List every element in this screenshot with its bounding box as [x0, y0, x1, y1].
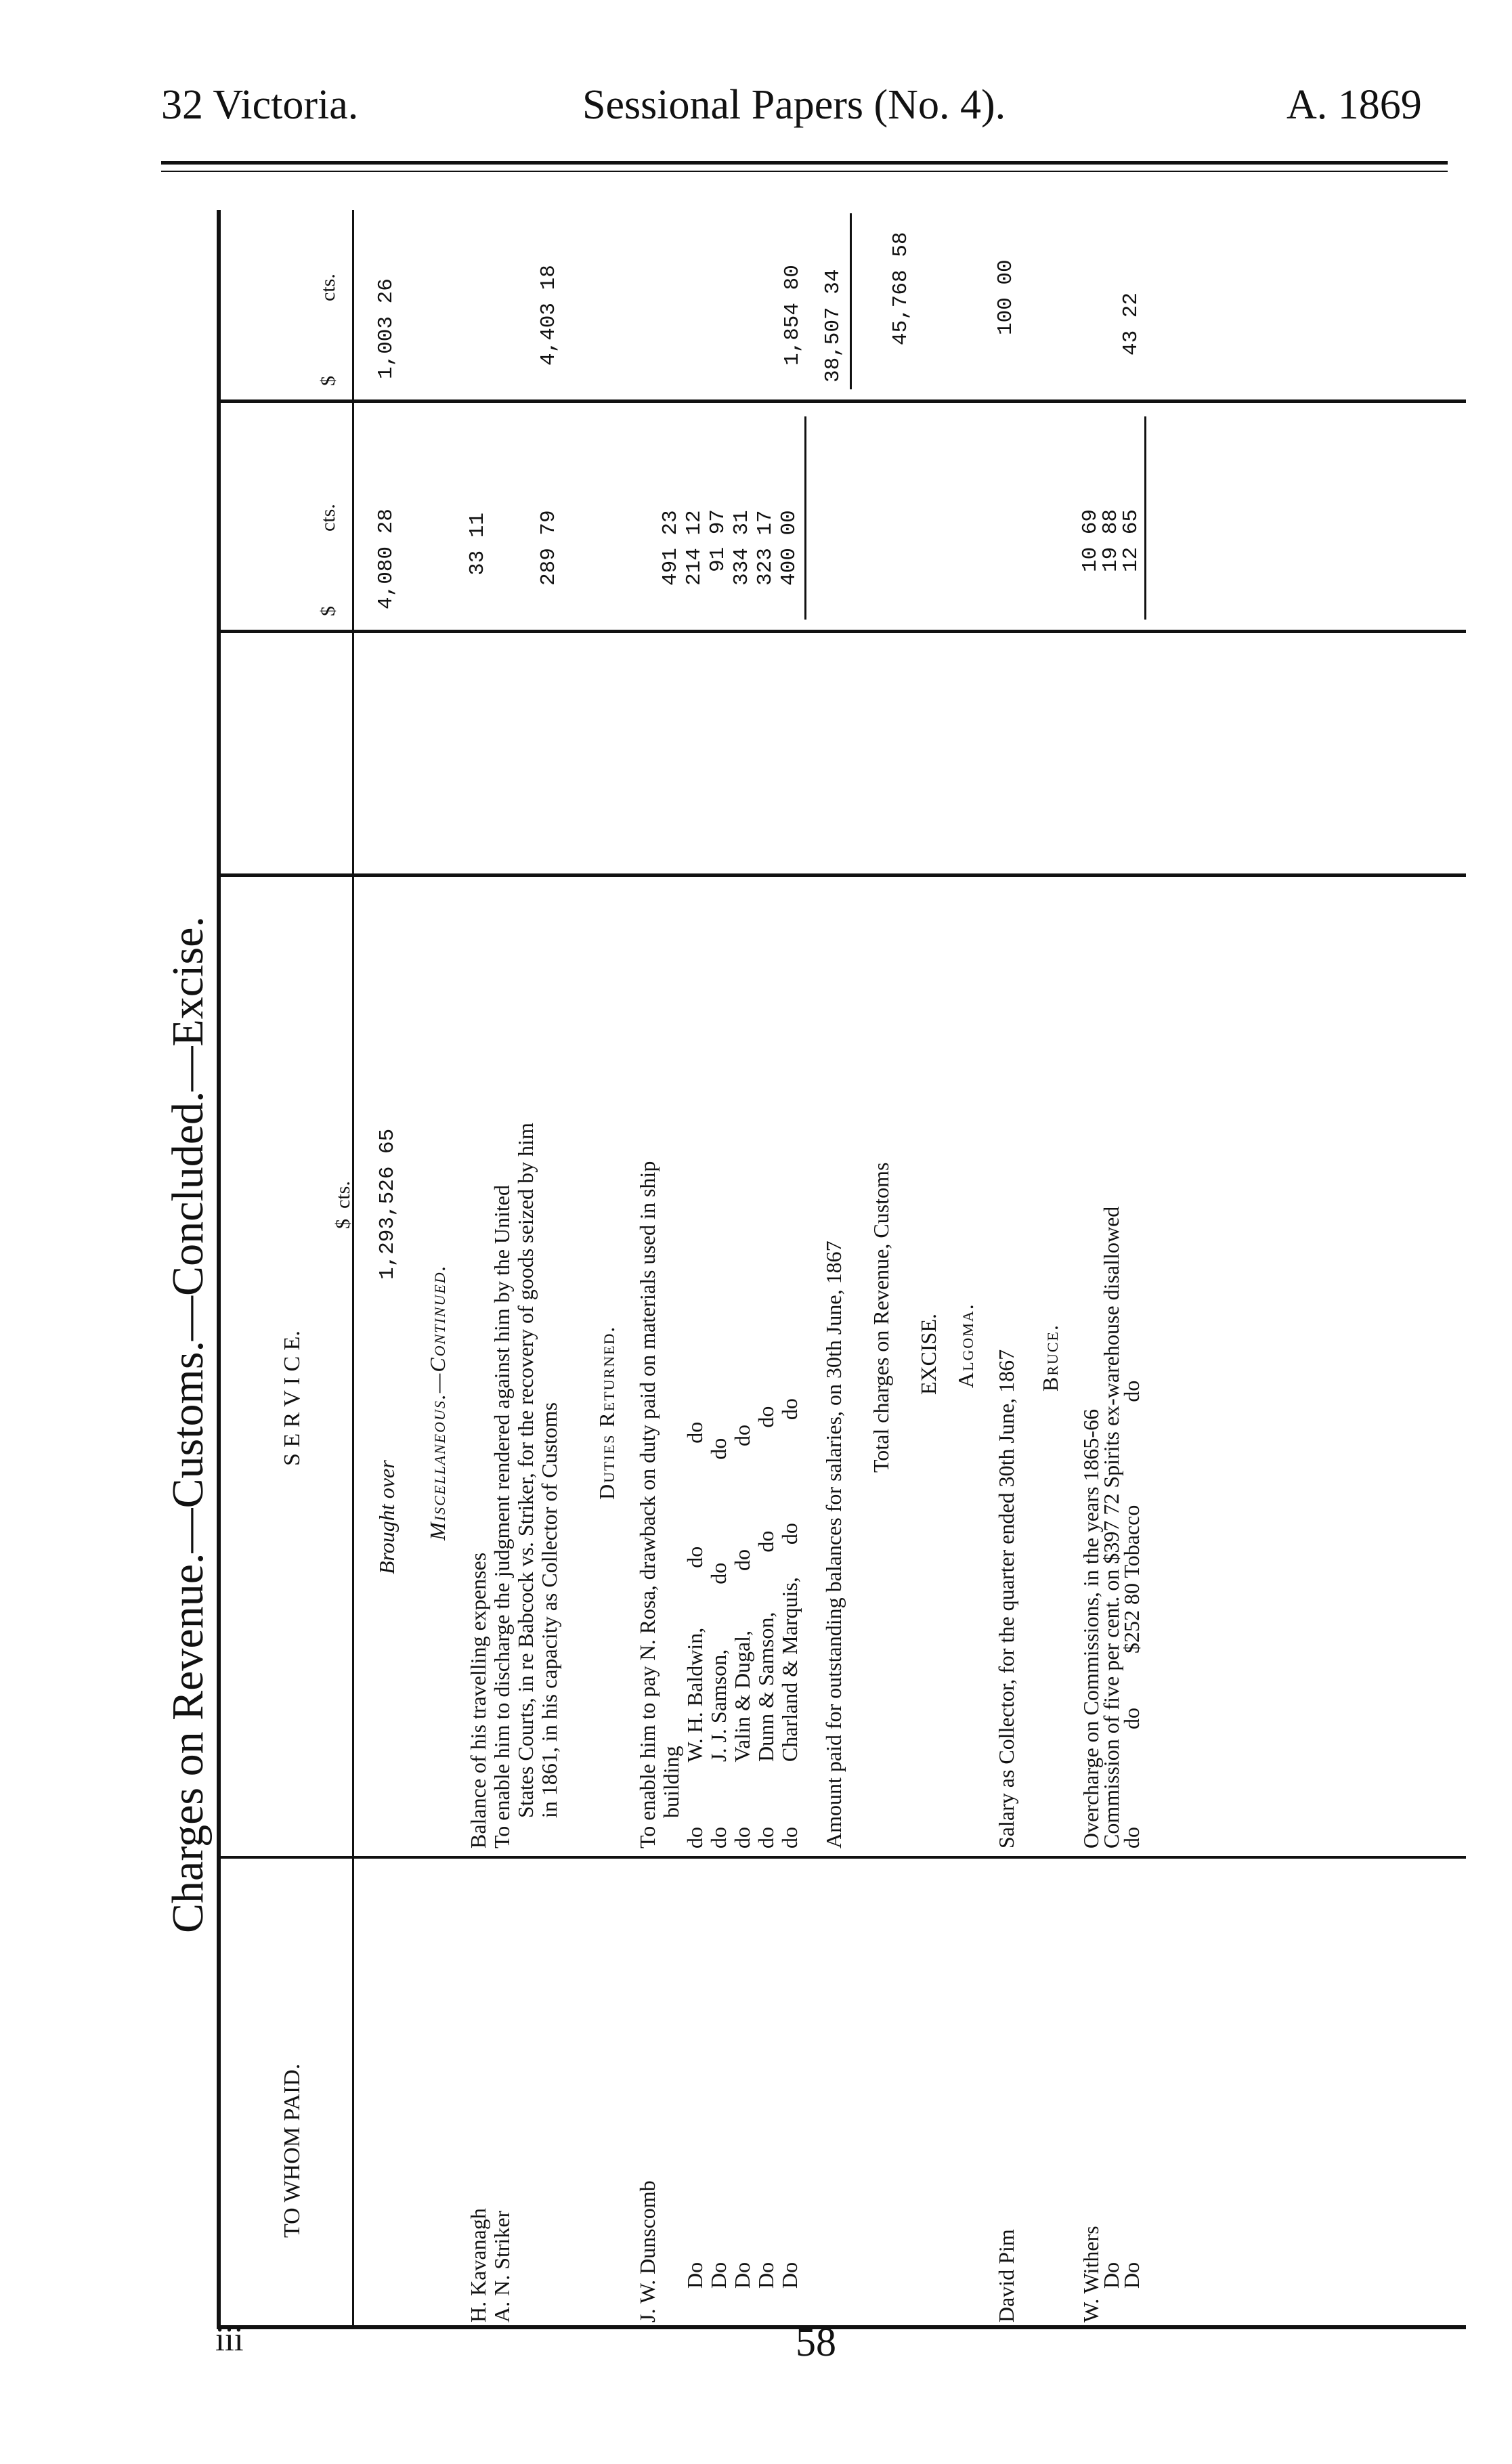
sub-bruce-heading: Bruce. [1038, 1323, 1062, 1391]
section-duties-heading: Duties Returned. [595, 1325, 619, 1500]
outstanding-rule [850, 213, 852, 389]
col-rule-who [217, 1856, 1466, 1859]
frame-top [217, 210, 221, 2329]
outstanding-label: Amount paid for outstanding balances for salaries, on 30th June, 1867 [821, 1240, 846, 1849]
section-excise-heading: EXCISE. [916, 1314, 941, 1395]
duties-service-3: do J. J. Samson, do do [706, 1438, 731, 1849]
misc-service-3: in 1861, in his capacity as Collector of Customs [537, 1402, 561, 1818]
duties-who-3: Do [706, 2262, 731, 2289]
duties-c1-4: 334 31 [730, 510, 754, 586]
bruce-who-0: W. Withers [1079, 2226, 1103, 2322]
duties-service-6: do Charland & Marquis, do do [777, 1398, 802, 1849]
table-title: Charges on Revenue.—Customs.—Concluded.—Excise. [163, 916, 213, 1933]
duties-subtotal-rule [804, 416, 806, 620]
duties-c1-6: 400 00 [777, 510, 801, 586]
col-header-c1-cts: cts. [317, 504, 339, 532]
col-header-to-whom: TO WHOM PAID. [280, 2063, 305, 2238]
c3-brought-over: 1,293,526 65 [376, 1128, 399, 1280]
col-rule-c2 [217, 399, 1466, 403]
page-number: 58 [796, 2320, 836, 2364]
pim-service: Salary as Collector, for the quarter ended 30th June, 1867 [994, 1349, 1018, 1849]
bruce-c1-2: 12 65 [1119, 509, 1143, 572]
col-header-c2-cur: $ [317, 376, 339, 386]
duties-c1-1: 491 23 [659, 510, 683, 586]
header-row-rule [352, 210, 354, 2329]
pim-who: David Pim [994, 2229, 1018, 2322]
header-rule-bottom [161, 171, 1448, 172]
misc-c1-0: 33 11 [466, 512, 490, 576]
duties-who-6: Do [777, 2262, 802, 2289]
col-header-c2-cts: cts. [317, 274, 339, 301]
sub-algoma-heading: Algoma. [953, 1303, 978, 1388]
misc-service-2: States Courts, in re Babcock vs. Striker, for the recovery of goods seized by him [513, 1123, 538, 1818]
duties-service-0: To enable him to pay N. Rosa, drawback on duty paid on materials used in ship [635, 1161, 660, 1849]
bruce-subtotal-rule [1144, 416, 1146, 620]
bruce-c1-0: 10 69 [1079, 509, 1102, 572]
frame-left [217, 2325, 1466, 2329]
misc-c2-3: 4,403 18 [537, 265, 561, 366]
col-header-service: S E R V I C E. [280, 1331, 305, 1466]
duties-c1-5: 323 17 [754, 510, 777, 586]
duties-who-4: Do [730, 2262, 754, 2289]
col-rule-service [217, 873, 1466, 877]
section-misc-heading: Miscellaneous.—Continued. [425, 1264, 450, 1540]
header-left: 32 Victoria. [161, 82, 359, 128]
bruce-service-2: do do $252 80 Tobacco do [1119, 1380, 1144, 1849]
header-rule-top [161, 161, 1448, 165]
col-rule-c1 [217, 630, 1466, 633]
duties-who-5: Do [754, 2262, 778, 2289]
duties-service-2: do W. H. Baldwin, do do [683, 1421, 707, 1849]
brought-over-c1: 4,080 28 [374, 509, 398, 609]
duties-who-0: J. W. Dunscomb [635, 2180, 660, 2322]
brought-over-label: Brought over [374, 1460, 399, 1574]
duties-c1-3: 91 97 [706, 509, 730, 572]
total-customs-label: Total charges on Revenue, Customs [869, 1162, 893, 1473]
header-center: Sessional Papers (No. 4). [582, 82, 1006, 128]
misc-who-0: H. Kavanagh [466, 2208, 490, 2322]
bruce-service-0: Overcharge on Commissions, in the years 1865-66 [1079, 1408, 1103, 1849]
duties-c2-6: 1,854 80 [781, 265, 804, 366]
bruce-service-1: Commission of five per cent. on $397 72 Spirits ex-warehouse disallowed [1099, 1206, 1123, 1849]
c3-header-cur: $ cts. [332, 1181, 354, 1229]
total-customs-c3: 45,768 58 [889, 232, 913, 345]
misc-who-1: A. N. Striker [490, 2210, 514, 2322]
pim-c2: 100 00 [994, 259, 1018, 335]
misc-service-0: Balance of his travelling expenses [466, 1552, 490, 1849]
duties-service-5: do Dunn & Samson, do do [754, 1406, 778, 1849]
footer-roman: iii [215, 2320, 244, 2358]
col-header-c1-cur: $ [317, 606, 339, 616]
bruce-who-1: Do [1099, 2262, 1123, 2289]
misc-c1-3: 289 79 [537, 510, 561, 586]
header-right: A. 1869 [1287, 82, 1422, 128]
bruce-c2-2: 43 22 [1119, 292, 1143, 355]
brought-over-c2: 1,003 26 [374, 278, 398, 379]
duties-service-1: building [659, 1746, 683, 1818]
misc-service-1: To enable him to discharge the judgment rendered against him by the United [490, 1184, 514, 1849]
bruce-c1-1: 19 88 [1099, 509, 1123, 572]
bruce-who-2: Do [1119, 2262, 1144, 2289]
duties-service-4: do Valin & Dugal, do do [730, 1424, 754, 1849]
outstanding-c2: 38,507 34 [821, 269, 845, 383]
duties-c1-2: 214 12 [683, 510, 706, 586]
duties-who-2: Do [683, 2262, 707, 2289]
